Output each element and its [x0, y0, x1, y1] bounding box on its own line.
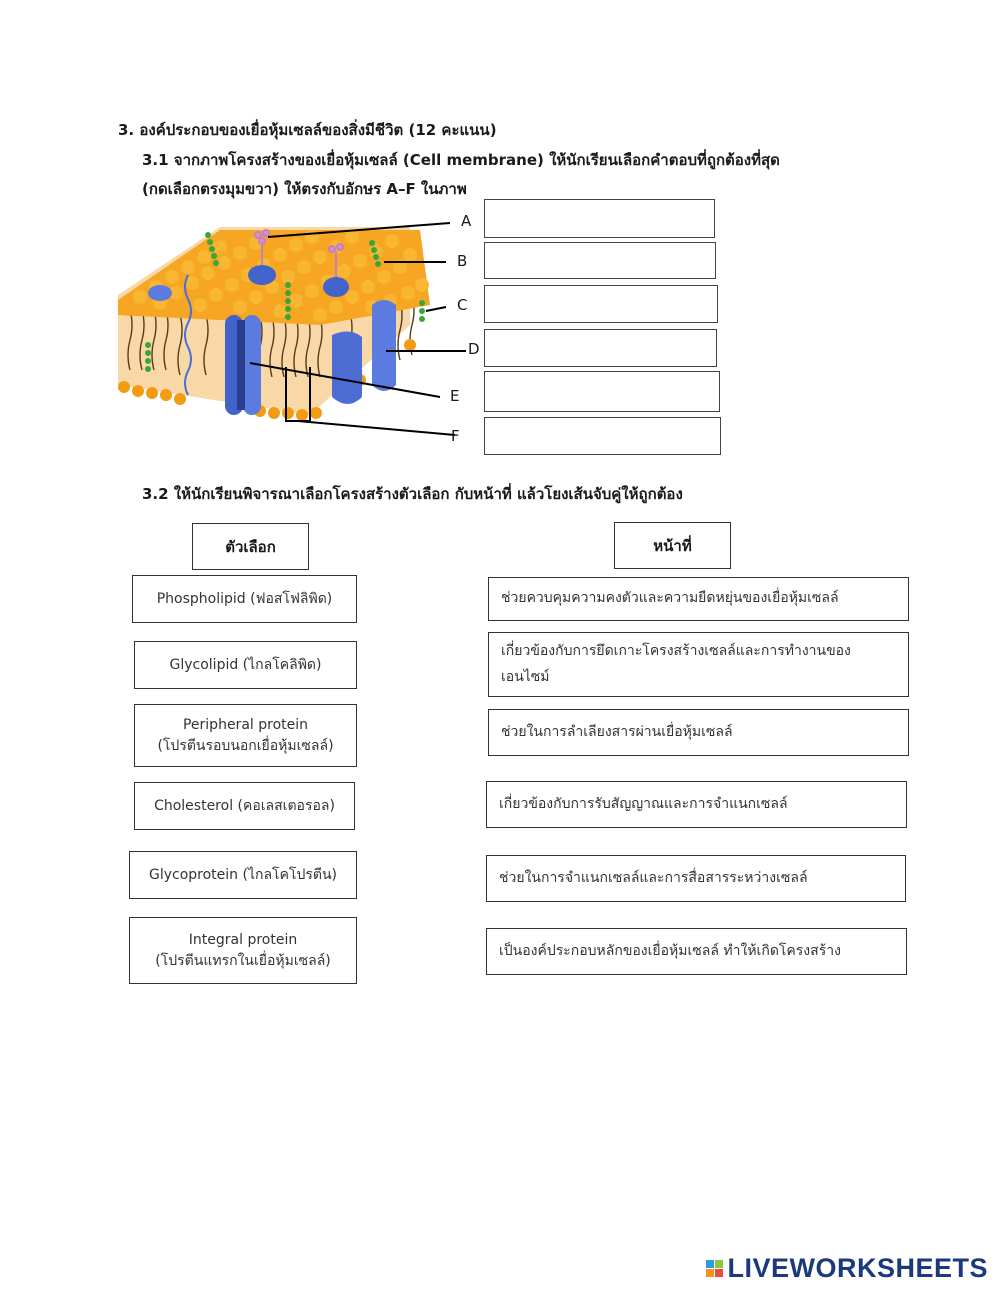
option-label: Peripheral protein — [182, 716, 308, 733]
option-cholesterol[interactable] — [134, 782, 355, 830]
functions-header: หน้าที่ — [614, 522, 731, 569]
logo-square — [715, 1260, 723, 1268]
label-a: A — [461, 212, 472, 230]
logo-square — [715, 1269, 723, 1277]
function-item[interactable] — [486, 781, 907, 828]
label-d: D — [468, 340, 480, 358]
option-label: Glycoprotein (ไกลโคโปรตีน) — [149, 866, 337, 883]
part1-instruction-line2: (กดเลือกตรงมุมขวา) ให้ตรงกับอักษร A–F ในภาพ — [142, 180, 467, 198]
function-label: เกี่ยวข้องกับการรับสัญญาณและการจำแนกเซลล์ — [499, 795, 788, 812]
function-item[interactable] — [486, 855, 906, 902]
label-f: F — [451, 427, 460, 445]
label-e: E — [450, 387, 460, 405]
question-title: 3. องค์ประกอบของเยื่อหุ้มเซลล์ของสิ่งมีชีวิต (12 คะแนน) — [118, 121, 497, 139]
option-label: Integral protein — [188, 931, 298, 948]
logo-text: LIVEWORKSHEETS — [727, 1253, 988, 1283]
option-phospholipid[interactable] — [132, 575, 357, 623]
options-header: ตัวเลือก — [192, 523, 309, 570]
answer-box-e[interactable] — [484, 371, 720, 412]
answer-box-d[interactable] — [484, 329, 717, 367]
function-item[interactable] — [488, 709, 909, 756]
label-c: C — [457, 296, 468, 314]
liveworksheets-logo[interactable] — [706, 1253, 988, 1284]
part2-instruction: 3.2 ให้นักเรียนพิจารณาเลือกโครงสร้างตัวเลือก กับหน้าที่ แล้วโยงเส้นจับคู่ให้ถูกต้อง — [142, 485, 683, 503]
logo-square — [706, 1260, 714, 1268]
function-label: เกี่ยวข้องกับการยึดเกาะโครงสร้างเซลล์และการทำงานของเอนไซม์ — [501, 642, 851, 685]
answer-box-c[interactable] — [484, 285, 718, 323]
function-item[interactable] — [488, 632, 909, 697]
label-b: B — [457, 252, 468, 270]
logo-mark-icon — [706, 1260, 723, 1277]
function-item[interactable] — [486, 928, 907, 975]
option-glycolipid[interactable] — [134, 641, 357, 689]
option-label: Cholesterol (คอเลสเตอรอล) — [154, 797, 335, 814]
function-label: ช่วยในการลำเลียงสารผ่านเยื่อหุ้มเซลล์ — [501, 723, 733, 740]
function-label: ช่วยควบคุมความคงตัวและความยืดหยุ่นของเยื่อหุ้มเซลล์ — [501, 590, 839, 607]
function-label: เป็นองค์ประกอบหลักของเยื่อหุ้มเซลล์ ทำให้เกิดโครงสร้าง — [499, 942, 841, 959]
logo-square — [706, 1269, 714, 1277]
answer-box-f[interactable] — [484, 417, 721, 455]
option-glycoprotein[interactable] — [129, 851, 357, 899]
option-label: Phospholipid (ฟอสโฟลิพิด) — [156, 590, 333, 607]
answer-box-b[interactable] — [484, 242, 716, 279]
function-label: ช่วยในการจำแนกเซลล์และการสื่อสารระหว่างเซลล์ — [499, 869, 808, 886]
answer-box-a[interactable] — [484, 199, 715, 238]
part1-instruction-line1: 3.1 จากภาพโครงสร้างของเยื่อหุ้มเซลล์ (Cell membrane) ให้นักเรียนเลือกคำตอบที่ถูกต้องที่สุด — [142, 151, 780, 169]
option-sublabel: (โปรตีนแทรกในเยื่อหุ้มเซลล์) — [155, 952, 331, 969]
option-sublabel: (โปรตีนรอบนอกเยื่อหุ้มเซลล์) — [157, 737, 334, 754]
option-integral-protein[interactable] — [129, 917, 357, 984]
option-peripheral-protein[interactable] — [134, 704, 357, 767]
option-label: Glycolipid (ไกลโคลิพิด) — [169, 656, 322, 673]
function-item[interactable] — [488, 577, 909, 621]
cell-membrane-diagram — [110, 215, 470, 445]
